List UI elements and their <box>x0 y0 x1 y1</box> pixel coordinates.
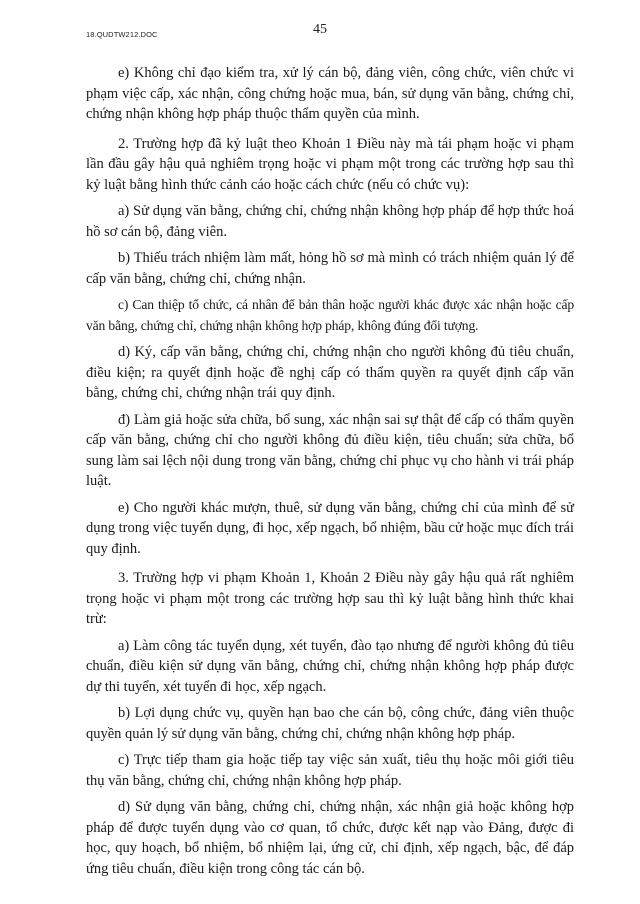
paragraph-2dd: đ) Làm giả hoặc sửa chữa, bổ sung, xác nhận sai sự thật để cấp có thẩm quyền cấp văn bằng, chứng chỉ cho người không đủ điều kiện, tiêu chuẩn; sửa chữa, bổ sung làm sai lệch nội dung trong văn bằng, chứng chỉ phục vụ cho hành vi trái pháp luật. <box>86 411 574 489</box>
paragraph-2b: b) Thiếu trách nhiệm làm mất, hỏng hồ sơ mà mình có trách nhiệm quản lý để cấp văn bằng, chứng chỉ, chứng nhận. <box>86 250 574 287</box>
paragraph-2a: a) Sử dụng văn bằng, chứng chỉ, chứng nhận không hợp pháp để hợp thức hoá hồ sơ cán bộ, đảng viên. <box>86 203 574 240</box>
paragraph-2: 2. Trường hợp đã kỷ luật theo Khoản 1 Điều này mà tái phạm hoặc vi phạm lần đầu gây hậu quả nghiêm trọng hoặc vi phạm một trong các trường hợp sau thì kỷ luật bằng hình thức cảnh cáo hoặc cách chức (nếu có chức vụ): <box>86 135 574 193</box>
document-body <box>86 63 574 879</box>
paragraph-3d: d) Sử dụng văn bằng, chứng chỉ, chứng nhận, xác nhận giả hoặc không hợp pháp để được tuyển dụng vào cơ quan, tổ chức, được kết nạp vào Đảng, được đi học, quy hoạch, bổ nhiệm, bổ nhiệm lại, ứng cử, chỉ định, xếp ngạch, bậc, để đáp ứng tiêu chuẩn, điều kiện trong công tác cán bộ. <box>86 799 574 877</box>
paragraph-3a: a) Làm công tác tuyển dụng, xét tuyển, đào tạo nhưng để người không đủ tiêu chuẩn, điều kiện sử dụng văn bằng, chứng chỉ, chứng nhận không hợp pháp được dự thi tuyển, xét tuyển đi học, xếp ngạch. <box>86 637 574 695</box>
document-code: 18.QUDTW212.DOC <box>86 30 158 39</box>
paragraph-2d: d) Ký, cấp văn bằng, chứng chỉ, chứng nhận cho người không đủ tiêu chuẩn, điều kiện; ra quyết định hoặc đề nghị cấp có thẩm quyền ra quyết định cấp văn bằng, chứng chỉ, chứng nhận trái quy định. <box>86 344 574 401</box>
page-number: 45 <box>313 22 327 37</box>
paragraph-2e: e) Cho người khác mượn, thuê, sử dụng văn bằng, chứng chỉ của mình để sử dụng trong việc tuyển dụng, đi học, xếp ngạch, bổ nhiệm, bầu cử hoặc mục đích trái quy định. <box>86 499 574 557</box>
paragraph-3b: b) Lợi dụng chức vụ, quyền hạn bao che cán bộ, công chức, đảng viên thuộc quyền quản lý sử dụng văn bằng, chứng chỉ, chứng nhận không hợp pháp. <box>86 705 574 742</box>
paragraph-3: 3. Trường hợp vi phạm Khoản 1, Khoản 2 Điều này gây hậu quả rất nghiêm trọng hoặc vi phạm một trong các trường hợp sau thì kỷ luật bằng hình thức khai trừ: <box>86 570 574 627</box>
paragraph-3c: c) Trực tiếp tham gia hoặc tiếp tay việc sản xuất, tiêu thụ hoặc môi giới tiêu thụ văn bằng, chứng chỉ, chứng nhận không hợp pháp. <box>86 752 574 789</box>
paragraph-1e: e) Không chỉ đạo kiểm tra, xử lý cán bộ, đảng viên, công chức, viên chức vi phạm việc cấp, xác nhận, công chứng hoặc mua, bán, sử dụng văn bằng, chứng chỉ, chứng nhận không hợp pháp thuộc thẩm quyền của mình. <box>86 65 574 122</box>
paragraph-2c: c) Can thiệp tổ chức, cá nhân để bản thân hoặc người khác được xác nhận hoặc cấp văn bằng, chứng chỉ, chứng nhận không hợp pháp, không đúng đối tượng. <box>86 297 574 333</box>
